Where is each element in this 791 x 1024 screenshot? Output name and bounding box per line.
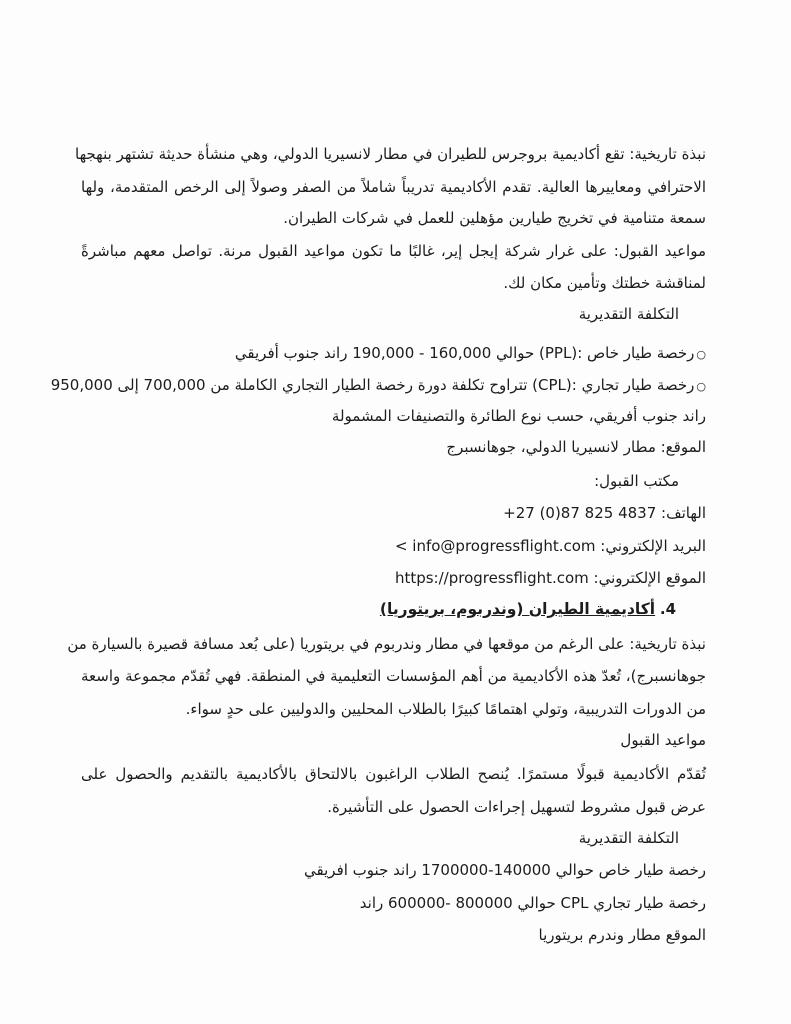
history-paragraph-line: سمعة متنامية في تخريج طيارين مؤهلين للعمل في شركات الطيران. [283, 209, 706, 227]
bullet-text: رخصة طيار خاص :(PPL) حوالي 160,000 - 190,000 راند جنوب أفريقي [234, 344, 695, 362]
office-heading: مكتب القبول: [594, 472, 679, 490]
location-line: الموقع مطار وندرم بريتوريا [538, 926, 706, 944]
email-label: البريد الإلكتروني [605, 537, 706, 555]
bullet-circle-icon: ○ [696, 380, 706, 393]
admission-paragraph-line: مواعيد القبول: على غرار شركة إيجل إير، غالبًا ما تكون مواعيد القبول مرنة. تواصل معهم مباشرةً [81, 242, 706, 260]
cost-heading: التكلفة التقديرية [578, 829, 679, 847]
phone-line [503, 503, 706, 523]
website-label: الموقع الإلكتروني [598, 569, 706, 587]
admission-paragraph-line: عرض قبول مشروط لتسهيل إجراءات الحصول على التأشيرة. [327, 798, 706, 816]
history-paragraph-line: نبذة تاريخية: على الرغم من موقعها في مطار وندربوم في بريتوريا (على بُعد مسافة قصيرة بالسيارة من [67, 635, 706, 653]
cost-heading: التكلفة التقديرية [578, 305, 679, 323]
bullet-circle-icon: ○ [696, 348, 706, 361]
admission-heading: مواعيد القبول [620, 731, 706, 749]
cost-cpl-line: رخصة طيار تجاري CPL حوالي 800000 -600000 راند [359, 894, 706, 912]
location-line: الموقع: مطار لانسيريا الدولي، جوهانسبرج [446, 438, 706, 456]
bullet-item-ppl [235, 343, 706, 365]
bullet-item-cpl-continuation: راند جنوب أفريقي، حسب نوع الطائرة والتصنيفات المشمولة [331, 407, 706, 425]
history-paragraph-line: من الدورات التدريبية، وتولي اهتمامًا كبيرًا بالطلاب المحليين والدوليين على حدٍ سواء. [185, 700, 706, 718]
email-line [395, 536, 706, 556]
section-number: 4. [659, 600, 676, 618]
phone-label: الهاتف: [656, 504, 706, 522]
history-paragraph-line: نبذة تاريخية: تقع أكاديمية بروجرس للطيران في مطار لانسيريا الدولي، وهي منشأة حديثة تشتهر بنهجها [75, 145, 706, 163]
history-paragraph-line: جوهانسبرج)، تُعدّ هذه الأكاديمية من أهم المؤسسات التعليمية في المنطقة. فهي تُقدّم مجموعة واسعة [81, 667, 706, 685]
website-line [395, 568, 706, 588]
history-paragraph-line: الاحترافي ومعاييرها العالية. تقدم الأكاديمية تدريباً شاملاً من الصفر وصولاً إلى الرخص المتقدمة، ولها [81, 178, 706, 196]
cost-ppl-line: رخصة طيار خاص حوالي 140000-1700000 راند جنوب افريقي [304, 861, 706, 879]
bullet-item-cpl [51, 375, 706, 397]
bullet-text: رخصة طيار تجاري :(CPL) تتراوح تكلفة دورة رخصة الطيار التجاري الكاملة من 700,000 إلى 950,000 [50, 376, 695, 394]
admission-paragraph-line: لمناقشة خطتك وتأمين مكان لك. [503, 274, 706, 292]
phone-number: +27 (0)87 825 4837 [503, 504, 657, 522]
section-title: أكاديمية الطيران (وندربوم، بريتوريا) [379, 600, 656, 618]
section-4-heading [380, 599, 676, 619]
website-url: https://progressflight.com : [394, 569, 599, 587]
email-address: < info@progressflight.com : [394, 537, 606, 555]
admission-paragraph-line: تُقدّم الأكاديمية قبولًا مستمرًا. يُنصح الطلاب الراغبون بالالتحاق بالأكاديمية بالتقديم والحصول على [81, 765, 706, 783]
